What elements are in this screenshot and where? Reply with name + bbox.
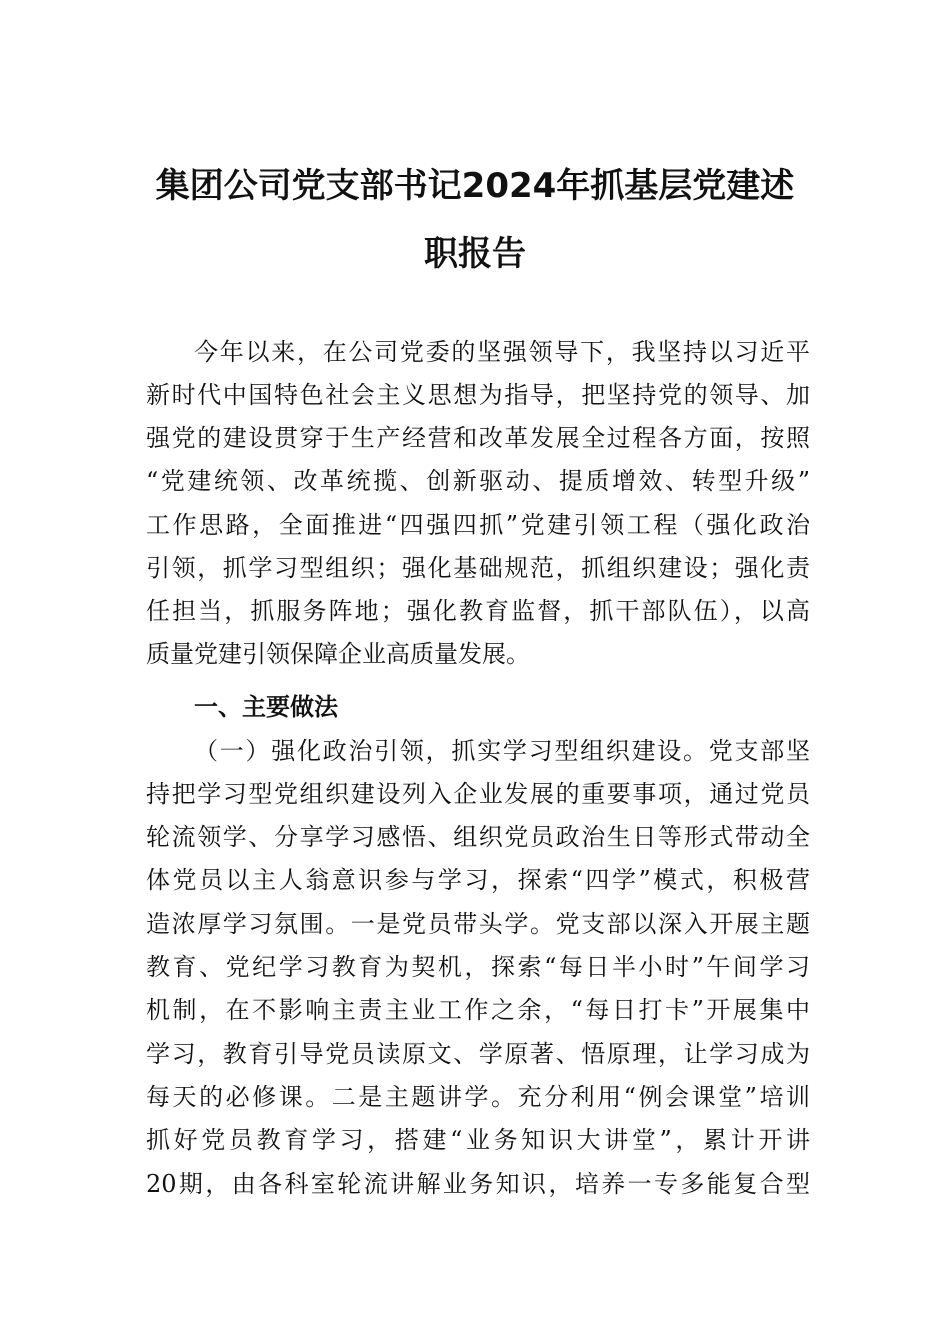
paragraph-line: 学习，教育引导党员读原文、学原著、悟原理，让学习成为 — [146, 1040, 810, 1068]
paragraph-line: 强党的建设贯穿于生产经营和改革发展全过程各方面，按照 — [146, 424, 810, 452]
paragraph-line: 体党员以主人翁意识参与学习，探索“四学”模式，积极营 — [146, 866, 810, 894]
paragraph-line: 引领，抓学习型组织；强化基础规范，抓组织建设；强化责 — [146, 554, 810, 582]
paragraph-line: 20期，由各科室轮流讲解业务知识，培养一专多能复合型 — [146, 1170, 810, 1198]
paragraph-line: 任担当，抓服务阵地；强化教育监督，抓干部队伍），以高 — [146, 597, 810, 625]
paragraph-line: 每天的必修课。二是主题讲学。充分利用“例会课堂”培训 — [146, 1083, 810, 1111]
paragraph-line: 持把学习型党组织建设列入企业发展的重要事项，通过党员 — [146, 780, 810, 808]
paragraph-line: “党建统领、改革统揽、创新驱动、提质增效、转型升级” — [146, 467, 810, 495]
document-title-line-1: 集团公司党支部书记2024年抓基层党建述 — [155, 166, 795, 206]
document-title-line-2: 职报告 — [424, 234, 526, 274]
paragraph-line: 质量党建引领保障企业高质量发展。 — [146, 640, 530, 668]
paragraph-line: 造浓厚学习氛围。一是党员带头学。党支部以深入开展主题 — [146, 910, 810, 938]
paragraph-line: 机制，在不影响主责主业工作之余，“每日打卡”开展集中 — [146, 996, 810, 1024]
paragraph-line: 教育、党纪学习教育为契机，探索“每日半小时”午间学习 — [146, 953, 810, 981]
paragraph-line: （一）强化政治引领，抓实学习型组织建设。党支部坚 — [194, 737, 810, 765]
paragraph-line: 轮流领学、分享学习感悟、组织党员政治生日等形式带动全 — [146, 823, 810, 851]
paragraph-line: 今年以来，在公司党委的坚强领导下，我坚持以习近平 — [194, 338, 810, 366]
section-heading: 一、主要做法 — [194, 693, 338, 721]
paragraph-line: 新时代中国特色社会主义思想为指导，把坚持党的领导、加 — [146, 381, 810, 409]
paragraph-line: 抓好党员教育学习，搭建“业务知识大讲堂”，累计开讲 — [146, 1126, 810, 1154]
paragraph-line: 工作思路，全面推进“四强四抓”党建引领工程（强化政治 — [146, 511, 810, 539]
